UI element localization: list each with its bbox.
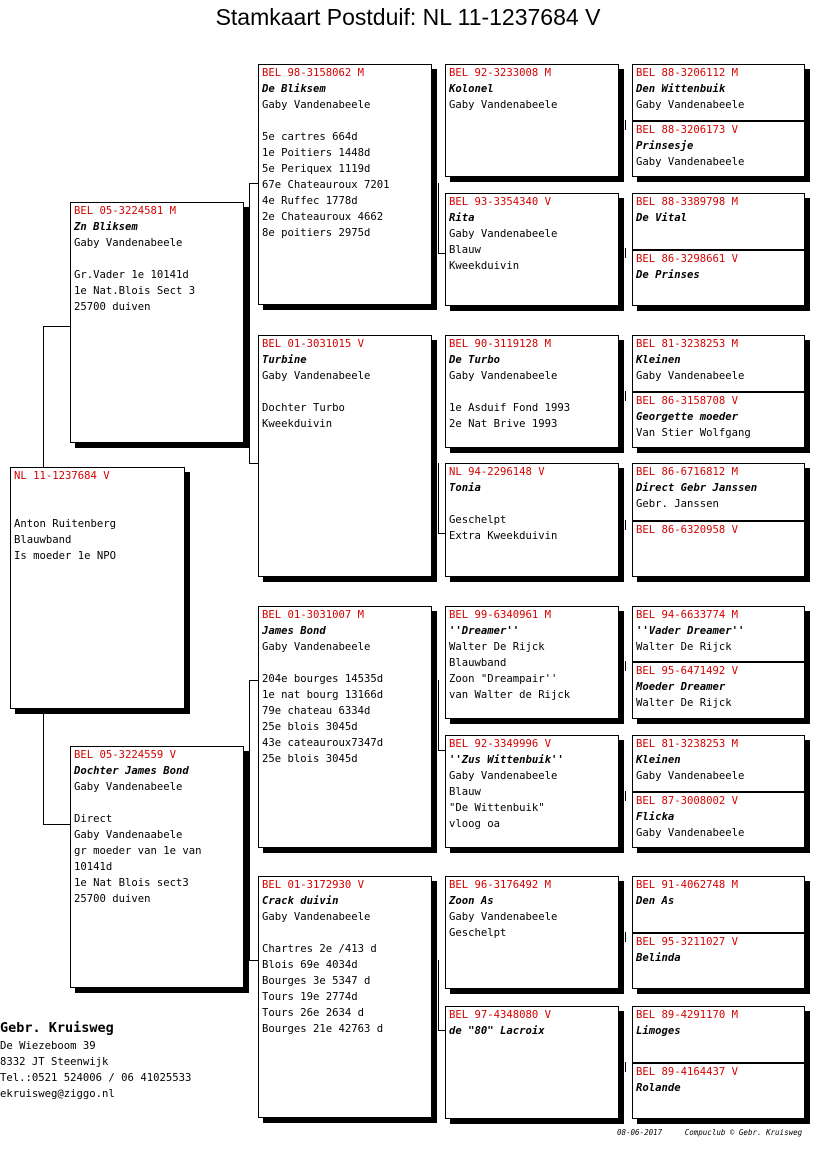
pedigree-card-ddds[interactable] [632, 1006, 805, 1063]
footer [617, 1128, 802, 1137]
pigeon-info-line: Gaby Vandenabeele [262, 641, 371, 653]
pigeon-info-line: Gaby Vandenabeele [74, 237, 183, 249]
pedigree-card-dam-sire[interactable] [258, 606, 432, 848]
connector-line [625, 932, 626, 942]
pedigree-card-dss[interactable] [445, 606, 619, 719]
ring-number: BEL 86-3298661 V [636, 253, 739, 265]
pigeon-name: Rita [449, 212, 475, 224]
pigeon-info-line: gr moeder van 1e van [74, 845, 202, 857]
pigeon-info-line: 25700 duiven [74, 893, 151, 905]
pigeon-info-line: 25e blois 3045d [262, 753, 358, 765]
ring-number: BEL 88-3206112 M [636, 67, 739, 79]
pigeon-name: Flicka [636, 811, 675, 823]
connector-line [625, 791, 626, 801]
pigeon-info-line: Gaby Vandenabeele [262, 370, 371, 382]
pigeon-name [636, 538, 801, 554]
pigeon-name: Georgette moeder [636, 411, 739, 423]
ring-number: BEL 89-4164437 V [636, 1066, 739, 1078]
footer-date: 08-06-2017 [617, 1128, 663, 1137]
ring-number: BEL 86-6716812 M [636, 466, 739, 478]
connector-line [43, 326, 44, 468]
pigeon-info-line: 10141d [74, 861, 113, 873]
pigeon-info-line: Gaby Vandenabeele [74, 781, 183, 793]
pigeon-info-line: 4e Ruffec 1778d [262, 195, 358, 207]
pigeon-name: De Prinses [636, 269, 700, 281]
owner-phone: Tel.:0521 524006 / 06 41025533 [0, 1072, 192, 1084]
pigeon-name: Kleinen [636, 754, 681, 766]
pigeon-info-line: 8e poitiers 2975d [262, 227, 371, 239]
ring-number: BEL 89-4291170 M [636, 1009, 739, 1021]
pigeon-info-line: "De Wittenbuik" [449, 802, 545, 814]
pedigree-card-sire-dam[interactable] [258, 335, 432, 577]
pigeon-name: Den Wittenbuik [636, 83, 726, 95]
ring-number: BEL 90-3119128 M [449, 338, 552, 350]
pigeon-info-line: vloog oa [449, 818, 501, 830]
pigeon-name: ''Zus Wittenbuik'' [449, 754, 564, 766]
pigeon-info-line: Gaby Vandenabeele [449, 99, 558, 111]
connector-line [43, 326, 71, 327]
pigeon-info-line: 79e chateau 6334d [262, 705, 371, 717]
pigeon-info-line: 1e Nat Blois sect3 [74, 877, 189, 889]
pigeon-info-line [74, 795, 240, 811]
pigeon-name: Prinsesje [636, 140, 694, 152]
pigeon-info-line: 5e cartres 664d [262, 131, 358, 143]
pigeon-name: Kolonel [449, 83, 494, 95]
pedigree-card-sddd[interactable] [632, 521, 805, 577]
ring-number: BEL 01-3031007 M [262, 609, 365, 621]
pigeon-name: Rolande [636, 1082, 681, 1094]
pigeon-info-line: Gaby Vandenaabele [74, 829, 183, 841]
ring-number: BEL 92-3233008 M [449, 67, 552, 79]
pigeon-name: De Turbo [449, 354, 501, 366]
ring-number: BEL 88-3206173 V [636, 124, 739, 136]
connector-line [43, 824, 71, 825]
pigeon-info-line: Gaby Vandenabeele [636, 770, 745, 782]
pigeon-info-line: Blauw [449, 244, 481, 256]
pigeon-info-line: Van Stier Wolfgang [636, 427, 751, 439]
pedigree-card-dds[interactable] [445, 876, 619, 989]
pigeon-info-line: Gaby Vandenabeele [449, 370, 558, 382]
pedigree-card-proband[interactable] [10, 467, 185, 709]
pigeon-info-line: Blauwband [14, 534, 72, 546]
ring-number: BEL 95-6471492 V [636, 665, 739, 677]
ring-number: NL 94-2296148 V [449, 466, 545, 478]
ring-number: BEL 81-3238253 M [636, 338, 739, 350]
connector-line [438, 463, 439, 533]
ring-number: BEL 99-6340961 M [449, 609, 552, 621]
ring-number: BEL 81-3238253 M [636, 738, 739, 750]
owner-name: Gebr. Kruisweg [0, 1020, 114, 1036]
ring-number: BEL 95-3211027 V [636, 936, 739, 948]
ring-number: BEL 93-3354340 V [449, 196, 552, 208]
pigeon-info-line: Geschelpt [449, 927, 507, 939]
pedigree-card-sdds[interactable] [632, 463, 805, 521]
pigeon-info-line [262, 655, 428, 671]
pigeon-info-line: 204e bourges 14535d [262, 673, 384, 685]
pedigree-card-dam-dam[interactable] [258, 876, 432, 1118]
pigeon-info-line: Gaby Vandenabeele [449, 770, 558, 782]
pigeon-info-line: Gaby Vandenabeele [636, 827, 745, 839]
pigeon-name: Crack duivin [262, 895, 339, 907]
pigeon-info-line: Gaby Vandenabeele [262, 99, 371, 111]
pigeon-info-line: Gaby Vandenabeele [262, 911, 371, 923]
ring-number: BEL 88-3389798 M [636, 196, 739, 208]
pigeon-info-line: Gaby Vandenabeele [449, 228, 558, 240]
pigeon-name: Kleinen [636, 354, 681, 366]
pigeon-name: Belinda [636, 952, 681, 964]
pigeon-info-line: Dochter Turbo [262, 402, 345, 414]
pigeon-info-line [74, 251, 240, 267]
pigeon-info-line: Walter De Rijck [636, 641, 732, 653]
connector-line [43, 712, 44, 824]
pigeon-info-line: 5e Periquex 1119d [262, 163, 371, 175]
pigeon-info-line: Gaby Vandenabeele [636, 99, 745, 111]
pigeon-name: De Bliksem [262, 83, 326, 95]
pigeon-info-line: Extra Kweekduivin [449, 530, 558, 542]
pedigree-card-sdd[interactable] [445, 463, 619, 577]
pigeon-name: Zn Bliksem [74, 221, 138, 233]
pedigree-card-dsds[interactable] [632, 735, 805, 792]
pigeon-info-line [262, 113, 428, 129]
pedigree-card-sssd[interactable] [632, 121, 805, 177]
pigeon-info-line: 1e Nat.Blois Sect 3 [74, 285, 196, 297]
connector-line [249, 183, 250, 463]
ring-number: BEL 92-3349996 V [449, 738, 552, 750]
pigeon-info-line: Gr.Vader 1e 10141d [74, 269, 189, 281]
pigeon-info-line [262, 384, 428, 400]
pedigree-card-ddss[interactable] [632, 876, 805, 933]
ring-number: BEL 86-6320958 V [636, 524, 739, 536]
pigeon-info-line: Bourges 21e 42763 d [262, 1023, 384, 1035]
pigeon-name: ''Dreamer'' [449, 625, 520, 637]
pedigree-card-ssd[interactable] [445, 193, 619, 306]
connector-line [438, 680, 439, 750]
connector-line [625, 248, 626, 258]
connector-line [625, 661, 626, 671]
pedigree-card-dsd[interactable] [445, 735, 619, 848]
pigeon-info-line: 67e Chateauroux 7201 [262, 179, 390, 191]
pedigree-card-sdss[interactable] [632, 335, 805, 392]
ring-number: BEL 96-3176492 M [449, 879, 552, 891]
pigeon-info-line: Gaby Vandenabeele [636, 156, 745, 168]
pigeon-name: Limoges [636, 1025, 681, 1037]
pigeon-name: ''Vader Dreamer'' [636, 625, 745, 637]
connector-line [625, 120, 626, 130]
pigeon-info-line: 1e nat bourg 13166d [262, 689, 384, 701]
pigeon-name: Zoon As [449, 895, 494, 907]
ring-number: BEL 01-3031015 V [262, 338, 365, 350]
pigeon-name [14, 484, 181, 500]
pigeon-name: James Bond [262, 625, 326, 637]
pigeon-info-line: Tours 26e 2634 d [262, 1007, 365, 1019]
pigeon-info-line: 25700 duiven [74, 301, 151, 313]
pigeon-info-line: Gaby Vandenabeele [636, 370, 745, 382]
pigeon-info-line: 2e Nat Brive 1993 [449, 418, 558, 430]
pigeon-info-line: Direct [74, 813, 113, 825]
pedigree-card-sire[interactable] [70, 202, 244, 443]
pedigree-card-dsdd[interactable] [632, 792, 805, 848]
pedigree-card-dssd[interactable] [632, 662, 805, 719]
ring-number: BEL 05-3224581 M [74, 205, 177, 217]
pigeon-info-line: Blauwband [449, 657, 507, 669]
pigeon-info-line [262, 925, 428, 941]
pigeon-info-line: Anton Ruitenberg [14, 518, 117, 530]
pigeon-info-line: Walter De Rijck [636, 697, 732, 709]
pigeon-info-line [449, 384, 615, 400]
pigeon-info-line: Geschelpt [449, 514, 507, 526]
pigeon-name: Den As [636, 895, 675, 907]
ring-number: BEL 86-3158708 V [636, 395, 739, 407]
pigeon-info-line: Blois 69e 4034d [262, 959, 358, 971]
pigeon-info-line: 25e blois 3045d [262, 721, 358, 733]
connector-line [625, 1062, 626, 1072]
connector-line [625, 520, 626, 530]
pigeon-info-line: Walter De Rijck [449, 641, 545, 653]
pigeon-info-line [14, 500, 181, 516]
pigeon-info-line: 1e Poitiers 1448d [262, 147, 371, 159]
pigeon-info-line: 2e Chateauroux 4662 [262, 211, 384, 223]
pedigree-card-ddsd[interactable] [632, 933, 805, 989]
pedigree-card-ssss[interactable] [632, 64, 805, 121]
pigeon-name: Turbine [262, 354, 307, 366]
pigeon-name: Moeder Dreamer [636, 681, 726, 693]
pigeon-info-line: Kweekduivin [262, 418, 333, 430]
ring-number: BEL 98-3158062 M [262, 67, 365, 79]
ring-number: BEL 94-6633774 M [636, 609, 739, 621]
owner-email: ekruisweg@ziggo.nl [0, 1088, 115, 1100]
footer-credit: Compuclub © Gebr. Kruisweg [684, 1128, 803, 1137]
page-title: Stamkaart Postduif: NL 11-1237684 V [215, 4, 601, 30]
pigeon-name: De Vital [636, 212, 688, 224]
pedigree-card-sdsd[interactable] [632, 392, 805, 448]
pedigree-card-sire-sire[interactable] [258, 64, 432, 305]
pigeon-name: Direct Gebr Janssen [636, 482, 758, 494]
ring-number: BEL 01-3172930 V [262, 879, 365, 891]
owner-city: 8332 JT Steenwijk [0, 1056, 109, 1068]
pedigree-card-dam[interactable] [70, 746, 244, 988]
pigeon-info-line: Is moeder 1e NPO [14, 550, 117, 562]
pedigree-card-sds[interactable] [445, 335, 619, 448]
pigeon-info-line [449, 496, 615, 512]
pedigree-card-ssds[interactable] [632, 193, 805, 250]
pigeon-info-line: Tours 19e 2774d [262, 991, 358, 1003]
ring-number: BEL 05-3224559 V [74, 749, 177, 761]
pigeon-info-line: Gaby Vandenabeele [449, 911, 558, 923]
connector-line [438, 960, 439, 1030]
ring-number: BEL 97-4348080 V [449, 1009, 552, 1021]
pigeon-info-line: Kweekduivin [449, 260, 520, 272]
pigeon-name: de "80" Lacroix [449, 1025, 545, 1037]
pigeon-info-line: van Walter de Rijck [449, 689, 571, 701]
pedigree-card-dddd[interactable] [632, 1063, 805, 1119]
connector-line [249, 680, 250, 960]
ring-number: BEL 91-4062748 M [636, 879, 739, 891]
ring-number: NL 11-1237684 V [14, 470, 110, 482]
pigeon-info-line: 43e cateauroux7347d [262, 737, 384, 749]
pigeon-name: Dochter James Bond [74, 765, 189, 777]
connector-line [438, 183, 439, 253]
pigeon-info-line: Zoon "Dreampair'' [449, 673, 558, 685]
pedigree-card-dsss[interactable] [632, 606, 805, 662]
pedigree-card-sss[interactable] [445, 64, 619, 177]
owner-address: De Wiezeboom 39 [0, 1040, 96, 1052]
connector-line [625, 391, 626, 401]
pedigree-card-ddd[interactable] [445, 1006, 619, 1119]
owner-info [0, 1018, 191, 1102]
ring-number: BEL 87-3008002 V [636, 795, 739, 807]
pedigree-card-ssdd[interactable] [632, 250, 805, 306]
pigeon-info-line: Chartres 2e /413 d [262, 943, 377, 955]
pigeon-info-line: Bourges 3e 5347 d [262, 975, 371, 987]
pigeon-info-line: Gebr. Janssen [636, 498, 719, 510]
pigeon-name: Tonia [449, 482, 481, 494]
pigeon-info-line: Blauw [449, 786, 481, 798]
pigeon-info-line: 1e Asduif Fond 1993 [449, 402, 571, 414]
